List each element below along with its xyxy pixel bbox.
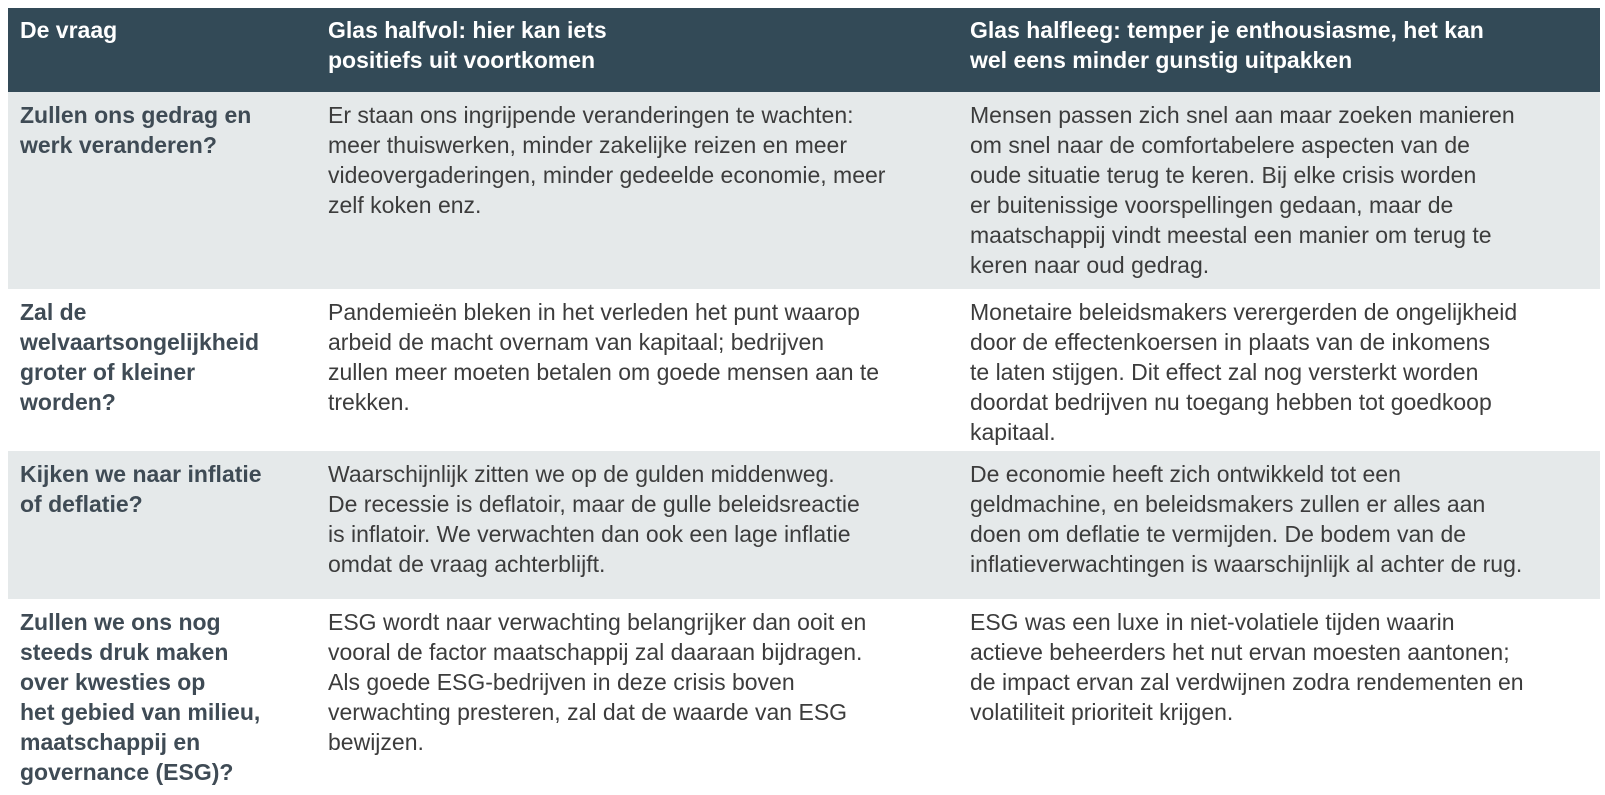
table-row — [8, 289, 1600, 451]
header-half-full — [316, 8, 958, 92]
half-empty-line: doordat bedrijven nu toegang hebben tot goedkoop — [970, 389, 1492, 415]
half-empty-line: actieve beheerders het nut ervan moesten aantonen; — [970, 639, 1510, 665]
question-line: welvaartsongelijkheid — [20, 329, 260, 355]
header-half-empty-line: Glas halfleeg: temper je enthousiasme, het kan — [970, 17, 1484, 43]
half-full-line: Pandemieën bleken in het verleden het punt waarop — [328, 299, 860, 325]
header-question — [8, 8, 316, 92]
half-empty-line: maatschappij vindt meestal een manier om terug te — [970, 222, 1492, 248]
half-empty-line: Mensen passen zich snel aan maar zoeken manieren — [970, 102, 1515, 128]
half-full-cell — [316, 451, 958, 599]
half-full-line: Waarschijnlijk zitten we op de gulden middenweg. — [328, 461, 835, 487]
half-empty-line: te laten stijgen. Dit effect zal nog versterkt worden — [970, 359, 1479, 385]
half-full-line: Er staan ons ingrijpende veranderingen te wachten: — [328, 102, 854, 128]
half-full-line: meer thuiswerken, minder zakelijke reizen en meer — [328, 132, 847, 158]
half-full-line: omdat de vraag achterblijft. — [328, 551, 606, 577]
half-full-line: vooral de factor maatschappij zal daaraan bijdragen. — [328, 639, 863, 665]
half-empty-line: om snel naar de comfortabelere aspecten van de — [970, 132, 1470, 158]
half-empty-line: er buitenissige voorspellingen gedaan, maar de — [970, 192, 1454, 218]
question-cell — [8, 451, 316, 599]
question-line: Zal de — [20, 299, 87, 325]
table-row — [8, 599, 1600, 795]
header-question-line: De vraag — [20, 17, 118, 43]
question-line: worden? — [20, 389, 116, 415]
header-half-empty — [958, 8, 1600, 92]
question-line: over kwesties op — [20, 669, 206, 695]
half-empty-line: keren naar oud gedrag. — [970, 252, 1210, 278]
half-empty-cell — [958, 599, 1600, 795]
half-full-cell — [316, 289, 958, 451]
half-full-line: arbeid de macht overnam van kapitaal; bedrijven — [328, 329, 825, 355]
half-full-line: videovergaderingen, minder gedeelde economie, meer — [328, 162, 886, 188]
half-empty-line: ESG was een luxe in niet-volatiele tijden waarin — [970, 609, 1455, 635]
question-line: Zullen ons gedrag en — [20, 102, 252, 128]
half-empty-line: door de effectenkoersen in plaats van de inkomens — [970, 329, 1490, 355]
half-empty-line: geldmachine, en beleidsmakers zullen er alles aan — [970, 491, 1486, 517]
half-full-line: verwachting presteren, zal dat de waarde van ESG — [328, 699, 848, 725]
half-full-line: zelf koken enz. — [328, 192, 482, 218]
header-half-empty-line: wel eens minder gunstig uitpakken — [970, 47, 1353, 73]
question-line: governance (ESG)? — [20, 759, 234, 785]
question-line: of deflatie? — [20, 491, 143, 517]
half-full-cell — [316, 599, 958, 795]
half-empty-line: De economie heeft zich ontwikkeld tot een — [970, 461, 1401, 487]
half-empty-line: de impact ervan zal verdwijnen zodra rendementen en — [970, 669, 1524, 695]
half-full-line: trekken. — [328, 389, 410, 415]
half-full-line: ESG wordt naar verwachting belangrijker dan ooit en — [328, 609, 867, 635]
table-header-row — [8, 8, 1600, 92]
question-line: steeds druk maken — [20, 639, 229, 665]
question-line: groter of kleiner — [20, 359, 196, 385]
question-line: Zullen we ons nog — [20, 609, 221, 635]
comparison-table — [8, 8, 1600, 795]
half-empty-line: inflatieverwachtingen is waarschijnlijk al achter de rug. — [970, 551, 1523, 577]
question-cell — [8, 289, 316, 451]
header-half-full-line: Glas halfvol: hier kan iets — [328, 17, 607, 43]
half-empty-line: kapitaal. — [970, 419, 1056, 445]
table-row — [8, 451, 1600, 599]
half-empty-line: Monetaire beleidsmakers verergerden de ongelijkheid — [970, 299, 1518, 325]
header-half-full-line: positiefs uit voortkomen — [328, 47, 596, 73]
question-cell — [8, 92, 316, 289]
half-empty-cell — [958, 92, 1600, 289]
question-line: maatschappij en — [20, 729, 201, 755]
question-cell — [8, 599, 316, 795]
half-empty-line: volatiliteit prioriteit krijgen. — [970, 699, 1234, 725]
half-full-line: zullen meer moeten betalen om goede mensen aan te — [328, 359, 880, 385]
half-empty-line: doen om deflatie te vermijden. De bodem van de — [970, 521, 1467, 547]
half-empty-cell — [958, 451, 1600, 599]
half-full-line: is inflatoir. We verwachten dan ook een lage inflatie — [328, 521, 851, 547]
question-line: het gebied van milieu, — [20, 699, 261, 725]
question-line: Kijken we naar inflatie — [20, 461, 262, 487]
question-line: werk veranderen? — [20, 132, 217, 158]
half-full-line: bewijzen. — [328, 729, 424, 755]
half-full-line: De recessie is deflatoir, maar de gulle beleidsreactie — [328, 491, 860, 517]
half-empty-cell — [958, 289, 1600, 451]
half-empty-line: oude situatie terug te keren. Bij elke crisis worden — [970, 162, 1477, 188]
table-row — [8, 92, 1600, 289]
half-full-cell — [316, 92, 958, 289]
half-full-line: Als goede ESG-bedrijven in deze crisis boven — [328, 669, 795, 695]
